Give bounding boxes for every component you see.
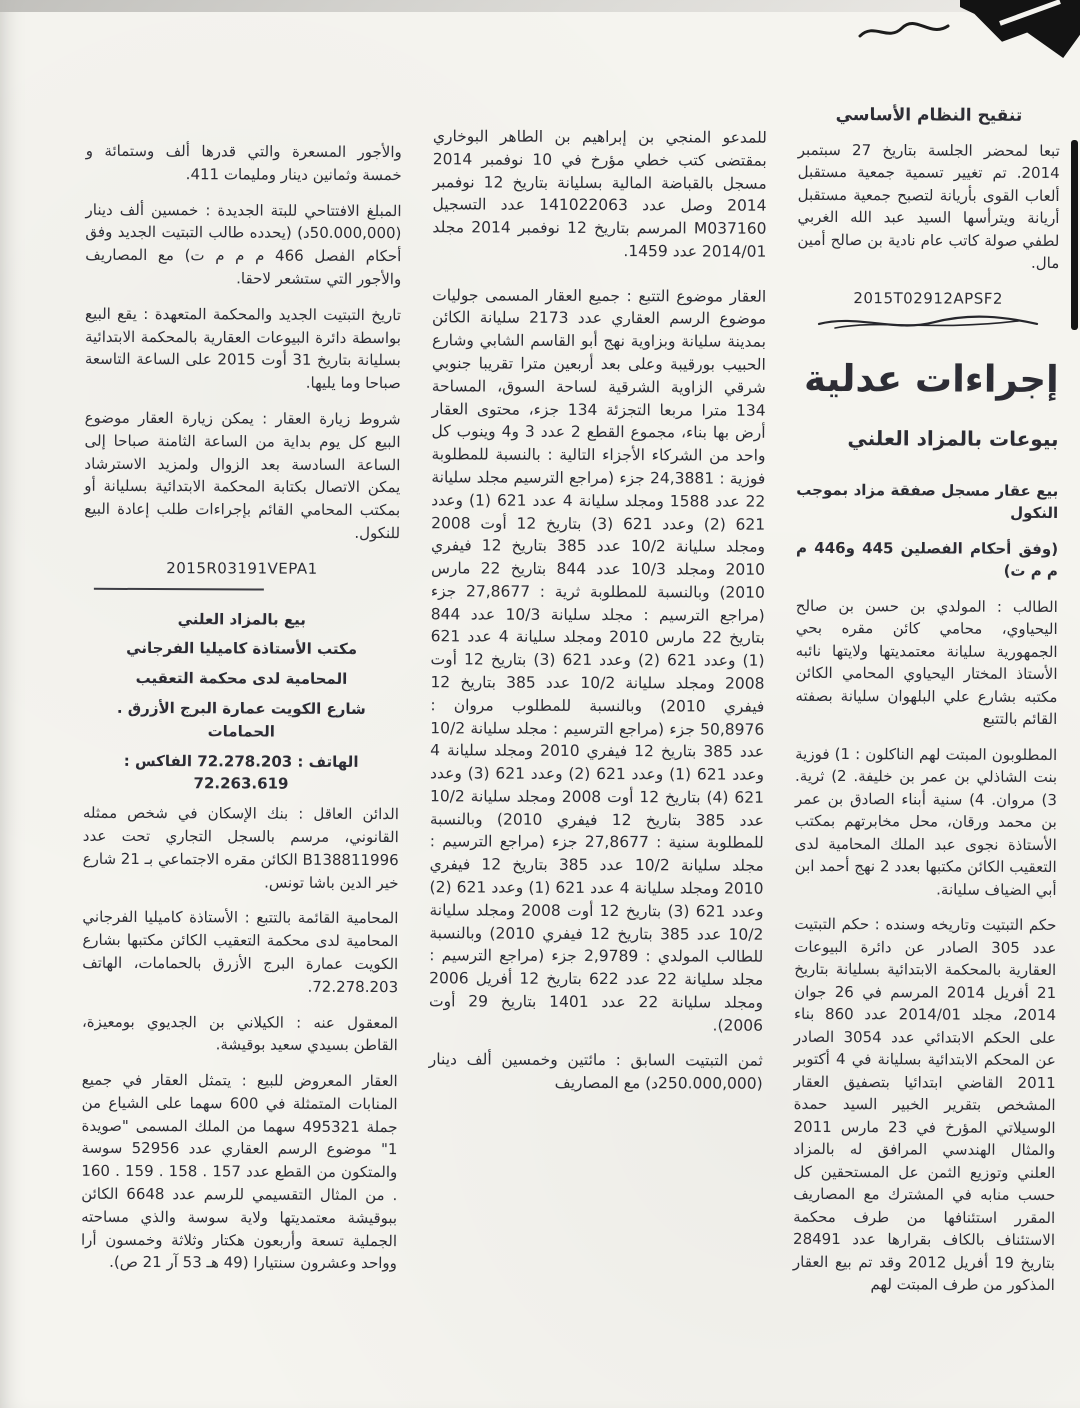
paragraph-visit-conditions: شروط زيارة العقار : يمكن زيارة العقار موضوع البيع كل يوم بداية من الساعة الثامنة صباحا إلى الساعة السادسة بعد الزوال ولمزيد الاسترشاد يمكن الاتصال بكتابة المحكمة الابتدائية بسليانة أو بمكتب المحامي القائم بإجراءات طلب إعادة البيع للنكول. [84, 408, 401, 543]
scan-edge-line [1071, 140, 1078, 330]
paragraph-fees: والأجور المسعرة والتي قدرها ألف وستمائة و خمسة وثمانين دينار ومليمات 411. [85, 141, 402, 184]
section-title-bylaws-amendment: تنقيح النظام الأساسي [835, 105, 1023, 126]
paragraph-respondents: المطلوبون المبتت لهم الناكلون : 1) فوزية بنت الشاذلي بن عمر بن خليفة. 2) ثرية. 3) مروان. 4) سنية أبناء الصادق بن عمر بن محمد ورقان، محل مخابرتهم بمكتب الأستاذة نجوى عبد الملك المحامية لدى التعقيب الكائن مكتبها بعدد 2 نهج أحمد ابن أبي الضياف سليانة. [794, 744, 1058, 899]
header-public-auction-sale: بيع بالمزاد العلني [177, 609, 306, 629]
paragraph-previous-price: ثمن التبتيت السابق : مائتين وخمسين ألف دينار (250.000,000د) مع المصاريف [428, 1050, 763, 1093]
handwritten-mark-stroke [860, 23, 948, 36]
paragraph-debtor: المعقول عنه : الكيلاني بن الجديوي بومعيزة، القاطن بسيدي سعيد بوقيشة. [81, 1012, 399, 1055]
paragraph-creditor: الدائن العاقل : بنك الإسكان في شخص ممثله القانوني، مرسم بالسجل التجاري تحت عدد B138811996 الكائن مقره الاجتماعي بـ 21 شارع خير الدين باشا تونس. [82, 803, 399, 892]
paragraph-property-for-sale: العقار المعروض للبيع : يتمثل العقار في جميع المنابات المتمثلة في 600 سهما على الشياع من جملة 495321 سهما من الملك المسمى "صويدة 1" موضوع الرسم العقاري عدد 52956 سوسة والمتكون من القطع عدد 157 . 158 . 159 . 160 . من المثال التقسيمي للرسم عدد 6648 الكائن ببوقيشة معتمديتها ولاية سوسة والذي مساحته الجملية تسعة وأربعون هكتار وثلاثة وخمسون أرا وواحد وعشرون سنتيارا (49 هـ 53 آر 21 ص). [80, 1070, 398, 1273]
paragraph-property-description: العقار موضوع التتبع : جميع العقار المسمى جوليات موضوع الرسم العقاري عدد 2173 سليانة الكائن بمدينة سليانة وبزاوية نهج أبو القاسم الشابي وشارع الحبيب بورقيبة وعلى بعد أربعين مترا تقريبا جنوبي شرقي الزاوية الشرقية لساحة السوق، المساحة 134 مترا مربعا التجزئة 134 جزء، محتوى العقار أرض بها بناء، مجموع القطع 2 عدد 3 و4 وينوب كل واحد من الشركاء الأجزاء التالية : بالنسبة للمطلوبة فوزية : 24,3881 جزء (مراجع الترسيم مجلد سليانة 22 عدد 1588 ومجلد سليانة 4 عدد 621 (1) وعدد 621 (2) وعدد 621 (3) بتاريخ 12 أوت 2008 ومجلد سليانة 10/2 عدد 385 بتاريخ 12 فيفري 2010 ومجلد 10/3 عدد 844 بتاريخ 22 مارس 2010) وبالنسبة للمطلوبة ثرية : 27,8677 جزء (مراجع الترسيم : مجلد سليانة 10/3 عدد 844 بتاريخ 22 مارس 2010 ومجلد سليانة 4 عدد 621 (1) وعدد 621 (2) وعدد 621 (3) بتاريخ 12 أوت 2008 ومجلد سليانة 10/2 عدد 385 بتاريخ 12 فيفري 2010) وبالنسبة للمطلوب مروان : 50,8976 جزء (مراجع الترسيم : مجلد سليانة 10/2 عدد 385 بتاريخ 12 فيفري 2010 ومجلد سليانة 4 وعدد 621 (1) وعدد 621 (2) وعدد 621 (3) وعدد 621 (4) بتاريخ 12 أوت 2008 ومجلد سليانة 10/2 عدد 385 بتاريخ 12 فيفري 2010) وبالنسبة للمطلوبة سنية : 27,8677 جزء (مراجع الترسيم : مجلد سليانة 10/2 عدد 385 بتاريخ 12 فيفري 2010 ومجلد سليانة 4 عدد 621 (1) وعدد 621 (2) وعدد 621 (3) بتاريخ 12 أوت 2008 ومجلد سليانة 10/2 عدد 385 بتاريخ 12 فيفري 2010) وبالنسبة للطالب المولدي : 2,9789 جزء (مراجع الترسيم : مجلد سليانة 22 عدد 622 بتاريخ 12 أفريل 2006 ومجلد سليانة 22 عدد 1401 بتاريخ 29 أوت 2006). [429, 285, 767, 1035]
article-columns [80, 100, 1060, 1404]
header-lawyer-title: المحامية لدى محكمة التعقيب [135, 669, 348, 689]
header-office-address: شارع الكويت عمارة البرج الأزرق . الحمامات [116, 698, 366, 741]
paragraph-opening-amount: المبلغ الافتتاحي للبتة الجديدة : خمسين ألف دينار (50.000,000د) (يحدده طالب التبتيت الجديد وفق أحكام الفصل 466 م م م ت) مع المصاريف والأجور التي ستشعر لاحقا. [85, 200, 402, 289]
law-office-header [83, 607, 400, 796]
paragraph-bylaws-amendment: تبعا لمحضر الجلسة بتاريخ 27 سبتمبر 2014. تم تغيير تسمية جمعية مستقبل ألعاب القوى بأريانة لتصبح جمعية مستقبل أريانة ويترأسها السيد عبد الله الغربي لطفي صولة كاتب عام نادية بن صالح أمين مال. [797, 140, 1060, 272]
paragraph-pursuing-lawyer: المحامية القائمة بالتتبع : الأستاذة كاميليا الفرجاني المحامية لدى محكمة التعقيب الكائن مكتبها بشارع الكويت عمارة البرج الأزرق بالحمامات، الهاتف 72.278.203. [82, 908, 399, 996]
scan-corner-artifact [960, 0, 1080, 58]
reference-code-vepa: 2015R03191VEPA1 [166, 558, 318, 578]
reference-code-apsf: 2015T02912APSF2 [853, 288, 1003, 308]
column-left [80, 100, 402, 1401]
paragraph-legal-articles: (وفق أحكام الفصلين 445 و446 م م م ت) [796, 538, 1059, 580]
handwritten-mark [856, 16, 952, 50]
section-title-public-auctions: بيوعات بالمزاد العلني [847, 425, 1059, 451]
scan-edge-band [0, 0, 1080, 12]
column-right [792, 103, 1060, 1404]
squiggle-divider [813, 311, 1043, 336]
paragraph-judgment: حكم التبتيت وتاريخه وسنده : حكم التبتيت عدد 305 الصادر عن دائرة البيوعات العقارية بالمحكمة الابتدائية بسليانة بتاريخ 21 أفريل 2014 المرسم في 26 جوان 2014، مجلد 2014/01 عدد 860 بناء على الحكم الابتدائي عدد 3054 الصادر عن المحكم الابتدائية بسليانة في 4 أكتوبر 2011 القاضي ابتدائيا بتصفيق العقار المشخص بتقرير الخبير السيد حمدة الوسيلاتي المؤرخ في 23 مارس 2011 والمثال الهندسي المرافق له بالمزاد العلني وتوزيع الثمن عل المستحقين كل حسب منابه في المشترك مع المصاريف المقرر استئنافها من طرف محكمة الاستئناف بالكاف بقرارها عدد 28491 بتاريخ 19 أفريل 2012 وقد تم بيع العقار المذكور من طرف المبتت لهم [792, 914, 1057, 1294]
squiggle-stroke-1 [819, 316, 1037, 326]
column-middle [427, 101, 767, 1402]
paragraph-sale-intro: بيع عقار مسجل صفقة مزاد بموجب النكول [796, 480, 1059, 522]
scan-corner-slash [999, 0, 1061, 26]
section-divider [94, 587, 264, 590]
paragraph-new-auction-date: تاريخ التبتيت الجديد والمحكمة المتعهدة : يقع البيع بواسطة دائرة البيوعات العقارية بالمحكمة الابتدائية بسليانة بتاريخ 31 أوت 2015 على الساعة التاسعة صباحا وما يليها. [84, 304, 402, 393]
header-office-phone: الهاتف : 72.278.203 الفاكس : 72.263.619 [123, 751, 359, 793]
section-title-legal-procedures: إجراءات عدلية [803, 356, 1059, 401]
paragraph-applicant: الطالب : المولدي بن حسن بن صالح اليحياوي، محامي كائن مقره بحي الجمهورية سليانة معتمديتها ولايتها نائبه الأستاذ المختار اليحياوي المحامي الكائن مكتبه بشارع علي البلهوان سليانة بصفته القائم بالتتبع [795, 596, 1058, 728]
header-office-name: مكتب الأستاذة كاميليا الفرجاني [126, 639, 358, 659]
paragraph-buyer: للمدعو المنجي بن إبراهيم بن الطاهر البوخاري بمقتضى كتب خطي مؤرخ في 10 نوفمبر 2014 مسجل بالقباضة المالية بسليانة بتاريخ 12 نوفمبر 2014 وصل عدد 141022063 عدد التسجيل M037160 المرسم بتاريخ 12 نوفمبر 2014 مجلد 2014/01 عدد 1459. [432, 127, 767, 261]
